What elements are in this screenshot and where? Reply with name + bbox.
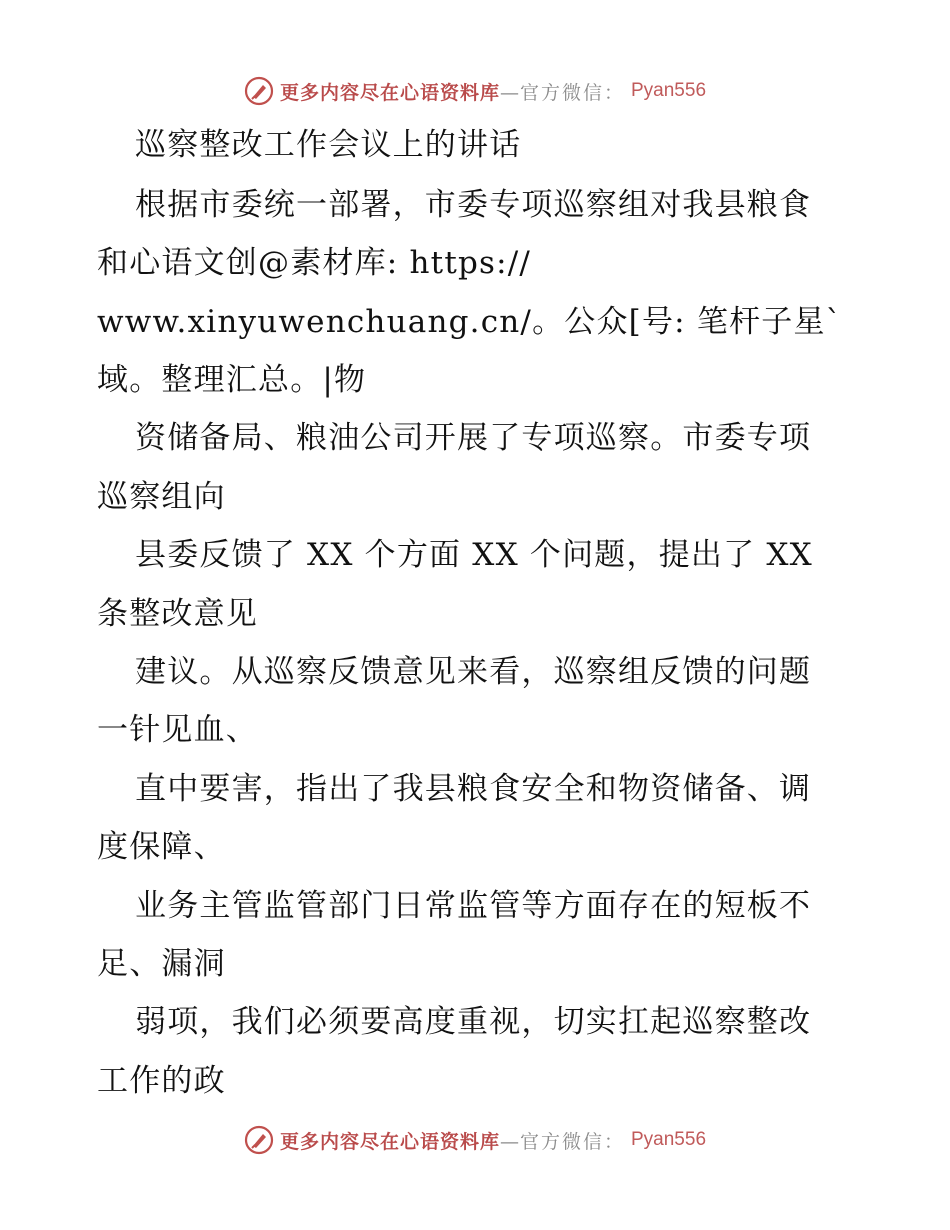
- quill-logo-icon: [244, 1125, 274, 1155]
- paragraph-line: 条整改意见: [97, 596, 258, 632]
- doc-title: 巡察整改工作会议上的讲话: [135, 127, 522, 163]
- quill-logo-icon: [244, 76, 274, 106]
- paragraph-line: 资储备局、粮油公司开展了专项巡察。市委专项: [135, 420, 812, 456]
- paragraph-line: 县委反馈了 XX 个方面 XX 个问题，提出了 XX: [135, 537, 813, 573]
- banner-text: 更多内容尽在心语资料库—官方微信：: [279, 1130, 625, 1153]
- header-banner: [0, 73, 950, 109]
- paragraph-line: 业务主管监管部门日常监管等方面存在的短板不: [135, 888, 812, 924]
- banner-text: 更多内容尽在心语资料库—官方微信：: [279, 81, 625, 104]
- paragraph-line: 工作的政: [97, 1063, 226, 1099]
- paragraph-line: 域。整理汇总。|物: [97, 362, 367, 398]
- paragraph-line: 直中要害，指出了我县粮食安全和物资储备、调: [135, 771, 812, 807]
- banner-account: Pyan556: [631, 1129, 707, 1150]
- paragraph-line: 弱项，我们必须要高度重视，切实扛起巡察整改: [135, 1004, 812, 1040]
- footer-banner: [0, 1122, 950, 1158]
- paragraph-line: 足、漏洞: [97, 946, 226, 982]
- paragraph-line: 建议。从巡察反馈意见来看，巡察组反馈的问题: [135, 654, 812, 690]
- paragraph-line: 度保障、: [97, 829, 226, 865]
- banner-account: Pyan556: [631, 80, 707, 101]
- paragraph-line: www.xinyuwenchuang.cn/。公众[号: 笔杆子星`: [97, 304, 843, 340]
- paragraph-line: 巡察组向: [97, 479, 226, 515]
- paragraph-line: 和心语文创@素材库: https://: [97, 245, 532, 281]
- paragraph-line: 一针见血、: [97, 712, 258, 748]
- paragraph-line: 根据市委统一部署，市委专项巡察组对我县粮食: [135, 187, 812, 223]
